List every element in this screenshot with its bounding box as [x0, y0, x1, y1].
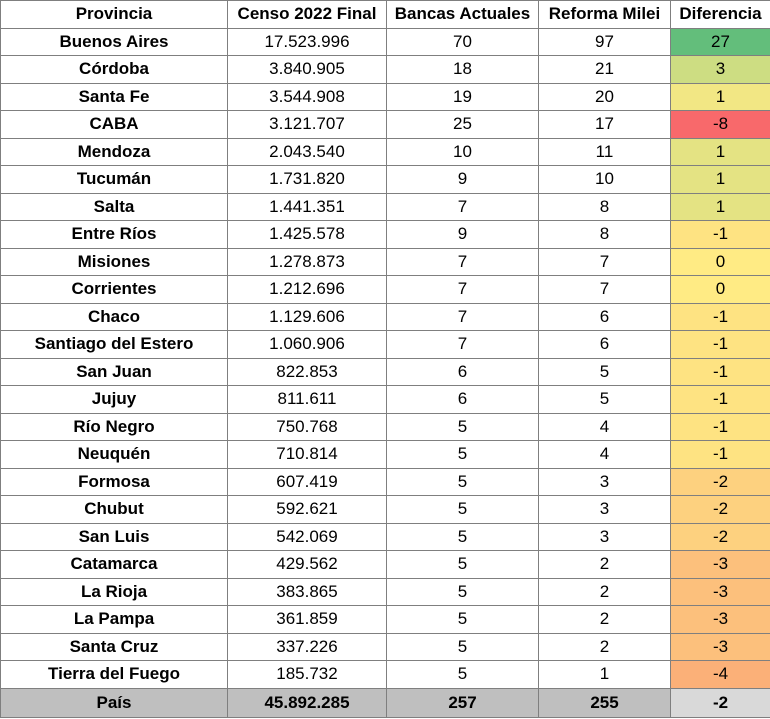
cell-provincia: La Rioja [1, 578, 228, 606]
cell-reforma: 4 [539, 413, 671, 441]
cell-reforma: 6 [539, 303, 671, 331]
cell-diferencia: -2 [671, 496, 770, 524]
cell-reforma: 5 [539, 386, 671, 414]
cell-reforma: 3 [539, 468, 671, 496]
table-row [1, 551, 770, 579]
cell-reforma: 20 [539, 83, 671, 111]
table-row [1, 386, 770, 414]
cell-provincia: Salta [1, 193, 228, 221]
cell-bancas: 5 [387, 523, 539, 551]
table-row [1, 331, 770, 359]
cell-provincia: Córdoba [1, 56, 228, 84]
cell-censo: 607.419 [228, 468, 387, 496]
cell-bancas: 7 [387, 193, 539, 221]
cell-censo: 1.212.696 [228, 276, 387, 304]
cell-bancas: 10 [387, 138, 539, 166]
cell-provincia: Mendoza [1, 138, 228, 166]
cell-provincia: Neuquén [1, 441, 228, 469]
cell-bancas: 6 [387, 358, 539, 386]
header-row [1, 1, 770, 29]
cell-provincia: Río Negro [1, 413, 228, 441]
cell-reforma: 97 [539, 28, 671, 56]
cell-diferencia: -3 [671, 578, 770, 606]
table-row [1, 578, 770, 606]
cell-diferencia: -1 [671, 386, 770, 414]
cell-provincia: Chaco [1, 303, 228, 331]
table-row [1, 523, 770, 551]
total-bancas: 257 [387, 688, 539, 717]
cell-censo: 383.865 [228, 578, 387, 606]
table-row [1, 633, 770, 661]
cell-diferencia: -2 [671, 468, 770, 496]
cell-bancas: 6 [387, 386, 539, 414]
cell-bancas: 5 [387, 496, 539, 524]
table-row [1, 248, 770, 276]
cell-provincia: Santa Fe [1, 83, 228, 111]
cell-censo: 3.840.905 [228, 56, 387, 84]
cell-censo: 542.069 [228, 523, 387, 551]
cell-bancas: 18 [387, 56, 539, 84]
cell-diferencia: 0 [671, 276, 770, 304]
cell-diferencia: -1 [671, 358, 770, 386]
cell-bancas: 7 [387, 248, 539, 276]
cell-provincia: Formosa [1, 468, 228, 496]
cell-reforma: 2 [539, 551, 671, 579]
cell-provincia: Corrientes [1, 276, 228, 304]
table-row [1, 468, 770, 496]
cell-bancas: 19 [387, 83, 539, 111]
table-row [1, 111, 770, 139]
cell-censo: 710.814 [228, 441, 387, 469]
cell-reforma: 17 [539, 111, 671, 139]
cell-provincia: Santa Cruz [1, 633, 228, 661]
cell-censo: 3.121.707 [228, 111, 387, 139]
cell-reforma: 7 [539, 248, 671, 276]
cell-censo: 17.523.996 [228, 28, 387, 56]
cell-diferencia: 0 [671, 248, 770, 276]
cell-bancas: 9 [387, 221, 539, 249]
cell-reforma: 6 [539, 331, 671, 359]
cell-diferencia: 1 [671, 193, 770, 221]
cell-bancas: 9 [387, 166, 539, 194]
cell-diferencia: -8 [671, 111, 770, 139]
cell-bancas: 5 [387, 441, 539, 469]
cell-provincia: San Luis [1, 523, 228, 551]
header-bancas: Bancas Actuales [387, 1, 539, 29]
cell-diferencia: -1 [671, 221, 770, 249]
cell-bancas: 25 [387, 111, 539, 139]
cell-diferencia: -1 [671, 441, 770, 469]
cell-diferencia: 3 [671, 56, 770, 84]
table-row [1, 358, 770, 386]
cell-reforma: 11 [539, 138, 671, 166]
total-censo: 45.892.285 [228, 688, 387, 717]
table-body [1, 28, 770, 688]
table-row [1, 496, 770, 524]
cell-provincia: Entre Ríos [1, 221, 228, 249]
cell-reforma: 2 [539, 633, 671, 661]
cell-bancas: 5 [387, 551, 539, 579]
cell-bancas: 70 [387, 28, 539, 56]
cell-censo: 337.226 [228, 633, 387, 661]
cell-censo: 2.043.540 [228, 138, 387, 166]
header-provincia: Provincia [1, 1, 228, 29]
table-row [1, 221, 770, 249]
cell-censo: 592.621 [228, 496, 387, 524]
cell-bancas: 5 [387, 578, 539, 606]
cell-reforma: 21 [539, 56, 671, 84]
cell-reforma: 5 [539, 358, 671, 386]
cell-censo: 1.129.606 [228, 303, 387, 331]
cell-reforma: 2 [539, 606, 671, 634]
cell-bancas: 7 [387, 331, 539, 359]
table-row [1, 276, 770, 304]
cell-bancas: 7 [387, 276, 539, 304]
table-row [1, 28, 770, 56]
cell-provincia: Santiago del Estero [1, 331, 228, 359]
table-row [1, 303, 770, 331]
cell-provincia: CABA [1, 111, 228, 139]
table-row [1, 138, 770, 166]
cell-censo: 822.853 [228, 358, 387, 386]
cell-reforma: 8 [539, 221, 671, 249]
total-reforma: 255 [539, 688, 671, 717]
cell-reforma: 1 [539, 661, 671, 689]
cell-diferencia: -3 [671, 633, 770, 661]
cell-censo: 1.060.906 [228, 331, 387, 359]
cell-provincia: San Juan [1, 358, 228, 386]
cell-censo: 1.731.820 [228, 166, 387, 194]
cell-diferencia: 1 [671, 83, 770, 111]
cell-censo: 3.544.908 [228, 83, 387, 111]
cell-censo: 1.425.578 [228, 221, 387, 249]
cell-bancas: 5 [387, 413, 539, 441]
cell-bancas: 7 [387, 303, 539, 331]
cell-bancas: 5 [387, 661, 539, 689]
cell-diferencia: -1 [671, 303, 770, 331]
cell-diferencia: 1 [671, 166, 770, 194]
cell-diferencia: 1 [671, 138, 770, 166]
table-row [1, 83, 770, 111]
cell-diferencia: -1 [671, 331, 770, 359]
total-diferencia: -2 [671, 688, 770, 717]
cell-provincia: Buenos Aires [1, 28, 228, 56]
cell-provincia: Misiones [1, 248, 228, 276]
cell-bancas: 5 [387, 606, 539, 634]
header-reforma: Reforma Milei [539, 1, 671, 29]
cell-diferencia: -1 [671, 413, 770, 441]
cell-censo: 1.278.873 [228, 248, 387, 276]
cell-censo: 361.859 [228, 606, 387, 634]
cell-provincia: Tucumán [1, 166, 228, 194]
cell-bancas: 5 [387, 633, 539, 661]
cell-reforma: 3 [539, 496, 671, 524]
table-row [1, 606, 770, 634]
cell-provincia: La Pampa [1, 606, 228, 634]
cell-reforma: 8 [539, 193, 671, 221]
table-row [1, 193, 770, 221]
total-row [1, 688, 770, 717]
cell-diferencia: -4 [671, 661, 770, 689]
cell-provincia: Catamarca [1, 551, 228, 579]
cell-censo: 429.562 [228, 551, 387, 579]
table-row [1, 441, 770, 469]
cell-diferencia: 27 [671, 28, 770, 56]
cell-diferencia: -3 [671, 551, 770, 579]
total-provincia: País [1, 688, 228, 717]
cell-provincia: Jujuy [1, 386, 228, 414]
cell-censo: 750.768 [228, 413, 387, 441]
cell-reforma: 3 [539, 523, 671, 551]
table-row [1, 661, 770, 689]
header-censo: Censo 2022 Final [228, 1, 387, 29]
cell-provincia: Tierra del Fuego [1, 661, 228, 689]
cell-diferencia: -2 [671, 523, 770, 551]
cell-diferencia: -3 [671, 606, 770, 634]
cell-censo: 1.441.351 [228, 193, 387, 221]
cell-reforma: 4 [539, 441, 671, 469]
cell-reforma: 7 [539, 276, 671, 304]
cell-bancas: 5 [387, 468, 539, 496]
header-diferencia: Diferencia [671, 1, 770, 29]
cell-reforma: 10 [539, 166, 671, 194]
table-row [1, 56, 770, 84]
cell-reforma: 2 [539, 578, 671, 606]
cell-provincia: Chubut [1, 496, 228, 524]
cell-censo: 811.611 [228, 386, 387, 414]
table-row [1, 413, 770, 441]
table-row [1, 166, 770, 194]
cell-censo: 185.732 [228, 661, 387, 689]
